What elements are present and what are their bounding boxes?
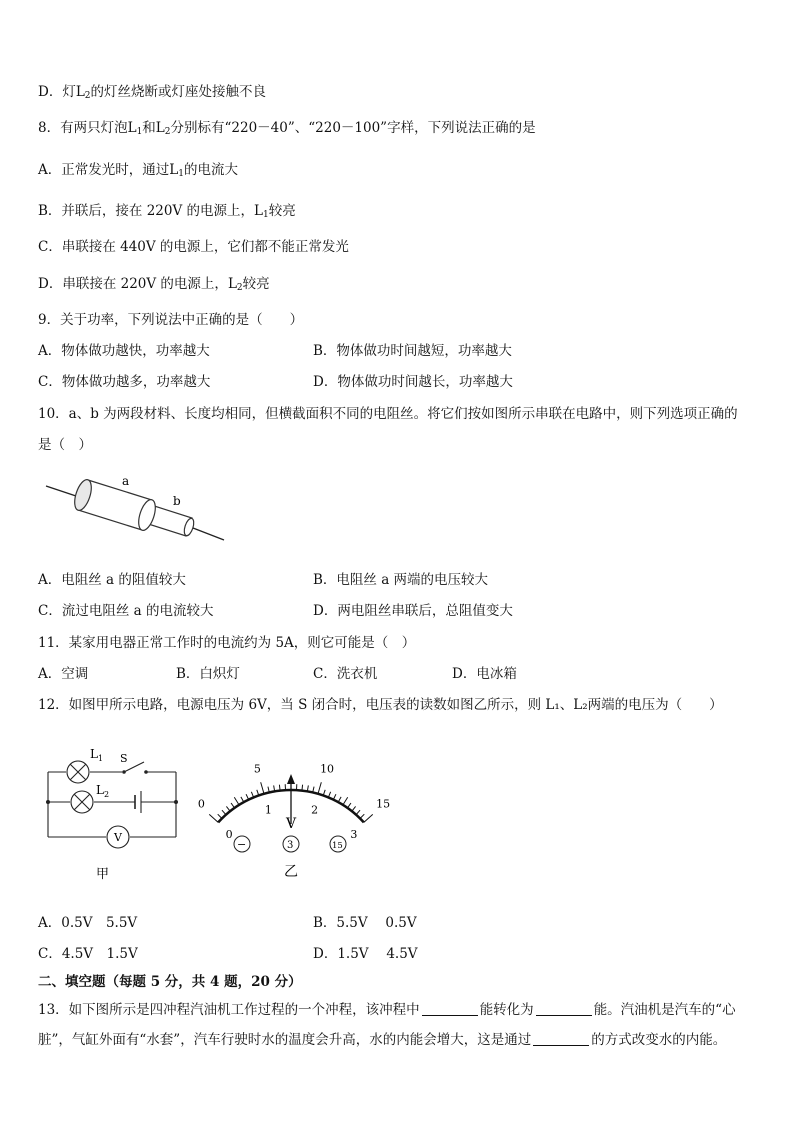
meter-tick [318, 782, 321, 794]
fig-label-l1: $L_1$ [90, 747, 104, 763]
meter-inner-label: 1 [264, 803, 272, 817]
terminal-15: 15 [332, 841, 343, 851]
fig-voltmeter-v: V [114, 831, 122, 844]
meter-inner-label: 2 [311, 803, 319, 817]
blank-2 [536, 1001, 592, 1016]
q12-option-c: C．4.5V 1.5V [38, 946, 138, 962]
q11-option-a: A．空调 [38, 666, 89, 682]
q10-option-a: A．电阻丝 a 的阻值较大 [38, 572, 186, 588]
q9-option-a: A．物体做功越快，功率越大 [38, 343, 210, 359]
fig-label-a: a [122, 474, 130, 488]
q10-option-d: D．两电阻丝串联后，总阻值变大 [313, 603, 513, 619]
q13-line1: 13．如下图所示是四冲程汽油机工作过程的一个冲程，该冲程中 能转化为 能。汽油机是汽车的“心 [38, 1002, 736, 1018]
fig-label-s: S [120, 752, 128, 765]
blank-1 [422, 1001, 478, 1016]
q7-option-d: D．灯$L_2$的灯丝烧断或灯座处接触不良 [38, 84, 267, 101]
section-fill-in-heading: 二、填空题（每题 5 分，共 4 题，20 分） [38, 974, 302, 990]
q8-option-a: A．正常发光时，通过$L_1$的电流大 [38, 162, 238, 179]
q11-option-b: B．白炽灯 [176, 666, 240, 682]
q9-option-c: C．物体做功越多，功率越大 [38, 374, 211, 390]
q11-option-d: D．电冰箱 [452, 666, 517, 682]
q11-stem: 11．某家用电器正常工作时的电流约为 5A，则它可能是（ ） [38, 635, 416, 651]
meter-outer-label: 0 [197, 797, 205, 811]
q8-option-d: D．串联接在 220V 的电源上，$L_2$较亮 [38, 276, 270, 293]
q10-resistor-wire-figure [44, 468, 229, 548]
q10-option-c: C．流过电阻丝 a 的电流较大 [38, 603, 214, 619]
q8-option-b: B．并联后，接在 220V 的电源上，$L_1$较亮 [38, 203, 296, 220]
terminal-3: 3 [287, 840, 294, 851]
q12-option-a: A．0.5V 5.5V [38, 915, 138, 931]
fig-label-jia: 甲 [96, 867, 110, 882]
terminal-negative: − [237, 838, 247, 851]
blank-3 [533, 1031, 589, 1046]
q11-option-c: C．洗衣机 [313, 666, 378, 682]
q12-stem: 12．如图甲所示电路，电源电压为 6V，当 S 闭合时，电压表的读数如图乙所示，则 L₁、L₂两端的电压为（ ） [38, 697, 723, 713]
meter-tick [364, 814, 373, 822]
q9-option-b: B．物体做功时间越短，功率越大 [313, 343, 512, 359]
q12-option-b: B．5.5V 0.5V [313, 915, 417, 931]
q13-line2: 脏”，气缸外面有“水套”，汽车行驶时水的温度会升高，水的内能会增大，这是通过 的方式改变水的内能。 [38, 1032, 727, 1048]
meter-tick [343, 797, 348, 805]
q8-stem: 8．有两只灯泡$L_1$和$L_2$分别标有“220－40”、“220－100”字样，下列说法正确的是 [38, 120, 536, 137]
meter-outer-label: 5 [253, 762, 261, 776]
meter-tick [209, 814, 218, 822]
meter-needle-tip [287, 774, 295, 784]
q9-stem: 9．关于功率，下列说法中正确的是（ ） [38, 312, 304, 328]
meter-tick [261, 782, 264, 794]
meter-outer-label: 15 [376, 797, 391, 811]
meter-inner-label: 0 [225, 827, 233, 841]
fig-label-b: b [173, 494, 181, 508]
q12-voltmeter-figure [190, 738, 400, 888]
q10-stem-line2: 是（ ） [38, 437, 92, 453]
q12-option-d: D．1.5V 4.5V [313, 946, 418, 962]
meter-unit-v: V [286, 816, 297, 832]
q10-option-b: B．电阻丝 a 两端的电压较大 [313, 572, 489, 588]
meter-outer-label: 10 [320, 762, 335, 776]
meter-inner-label: 3 [350, 827, 358, 841]
fig-label-yi: 乙 [284, 864, 298, 880]
q10-stem-line1: 10．a、b 为两段材料、长度均相同，但横截面积不同的电阻丝。将它们按如图所示串联在电路中，则下列选项正确的 [38, 406, 738, 422]
q12-circuit-figure [40, 740, 190, 885]
fig-label-l2: $L_2$ [96, 783, 110, 799]
q8-option-c: C．串联接在 440V 的电源上，它们都不能正常发光 [38, 239, 349, 255]
meter-tick [234, 797, 239, 805]
q9-option-d: D．物体做功时间越长，功率越大 [313, 374, 513, 390]
